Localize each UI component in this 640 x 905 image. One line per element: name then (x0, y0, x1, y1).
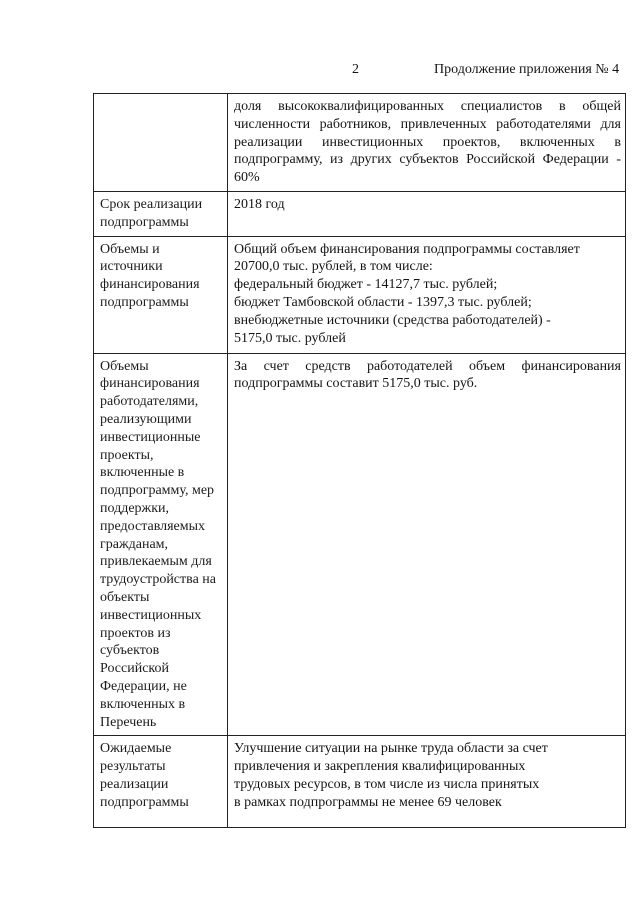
page-number: 2 (352, 62, 359, 77)
result-line: привлечения и закрепления квалифицированных (234, 759, 526, 775)
page-heading: Продолжение приложения № 4 (434, 62, 620, 77)
funding-line: федеральный бюджет - 14127,7 тыс. рублей; (234, 277, 498, 293)
employer-funding-text: За счет средств работодателей объем финансирования подпрограммы составит 5175,0 тыс. руб. (234, 358, 621, 392)
table-row (94, 191, 626, 236)
result-line: в рамках подпрограммы не менее 69 человек (234, 794, 502, 810)
row-label-funding-sources: Объемы и источники финансирования подпрограммы (94, 236, 228, 353)
table-row (94, 236, 626, 353)
funding-line: внебюджетные источники (средства работодателей) - (234, 312, 551, 328)
row-label-implementation-period: Срок реализации подпрограммы (94, 191, 228, 236)
row-label-employer-support-funding: Объемы финансирования работодателями, реализующими инвестиционные проекты, включенные в подпрограмму, мер поддержки, предоставляемых гражданам, привлекаемым для трудоустройства на объекты инвестиционных проектов из субъектов Российской Федерации, не включенных в Перечень (94, 353, 228, 736)
row-label (94, 94, 228, 192)
qualified-specialists-share-text: доля высококвалифицированных специалистов в общей численности работников, привлеченных работодателями для реализации инвестиционных проектов, включенных в подпрограмму, из других субъектов Российской Федерации - 60% (234, 99, 621, 186)
table-row (94, 353, 626, 736)
funding-line: 5175,0 тыс. рублей (234, 330, 346, 346)
result-line: трудовых ресурсов, в том числе из числа принятых (234, 776, 540, 792)
row-label-expected-results: Ожидаемые результаты реализации подпрограммы (94, 736, 228, 828)
table-row (94, 736, 626, 828)
subprogram-passport-table (93, 93, 626, 828)
employer-support-funding-value (228, 353, 626, 736)
implementation-period-value: 2018 год (228, 191, 626, 236)
expected-results-value (228, 736, 626, 828)
funding-line: 20700,0 тыс. рублей, в том числе: (234, 259, 433, 275)
row-value (228, 94, 626, 192)
funding-sources-value (228, 236, 626, 353)
table-row (94, 94, 626, 192)
funding-line: Общий объем финансирования подпрограммы составляет (234, 241, 580, 257)
funding-line: бюджет Тамбовской области - 1397,3 тыс. рублей; (234, 294, 532, 310)
result-line: Улучшение ситуации на рынке труда области за счет (234, 741, 548, 757)
